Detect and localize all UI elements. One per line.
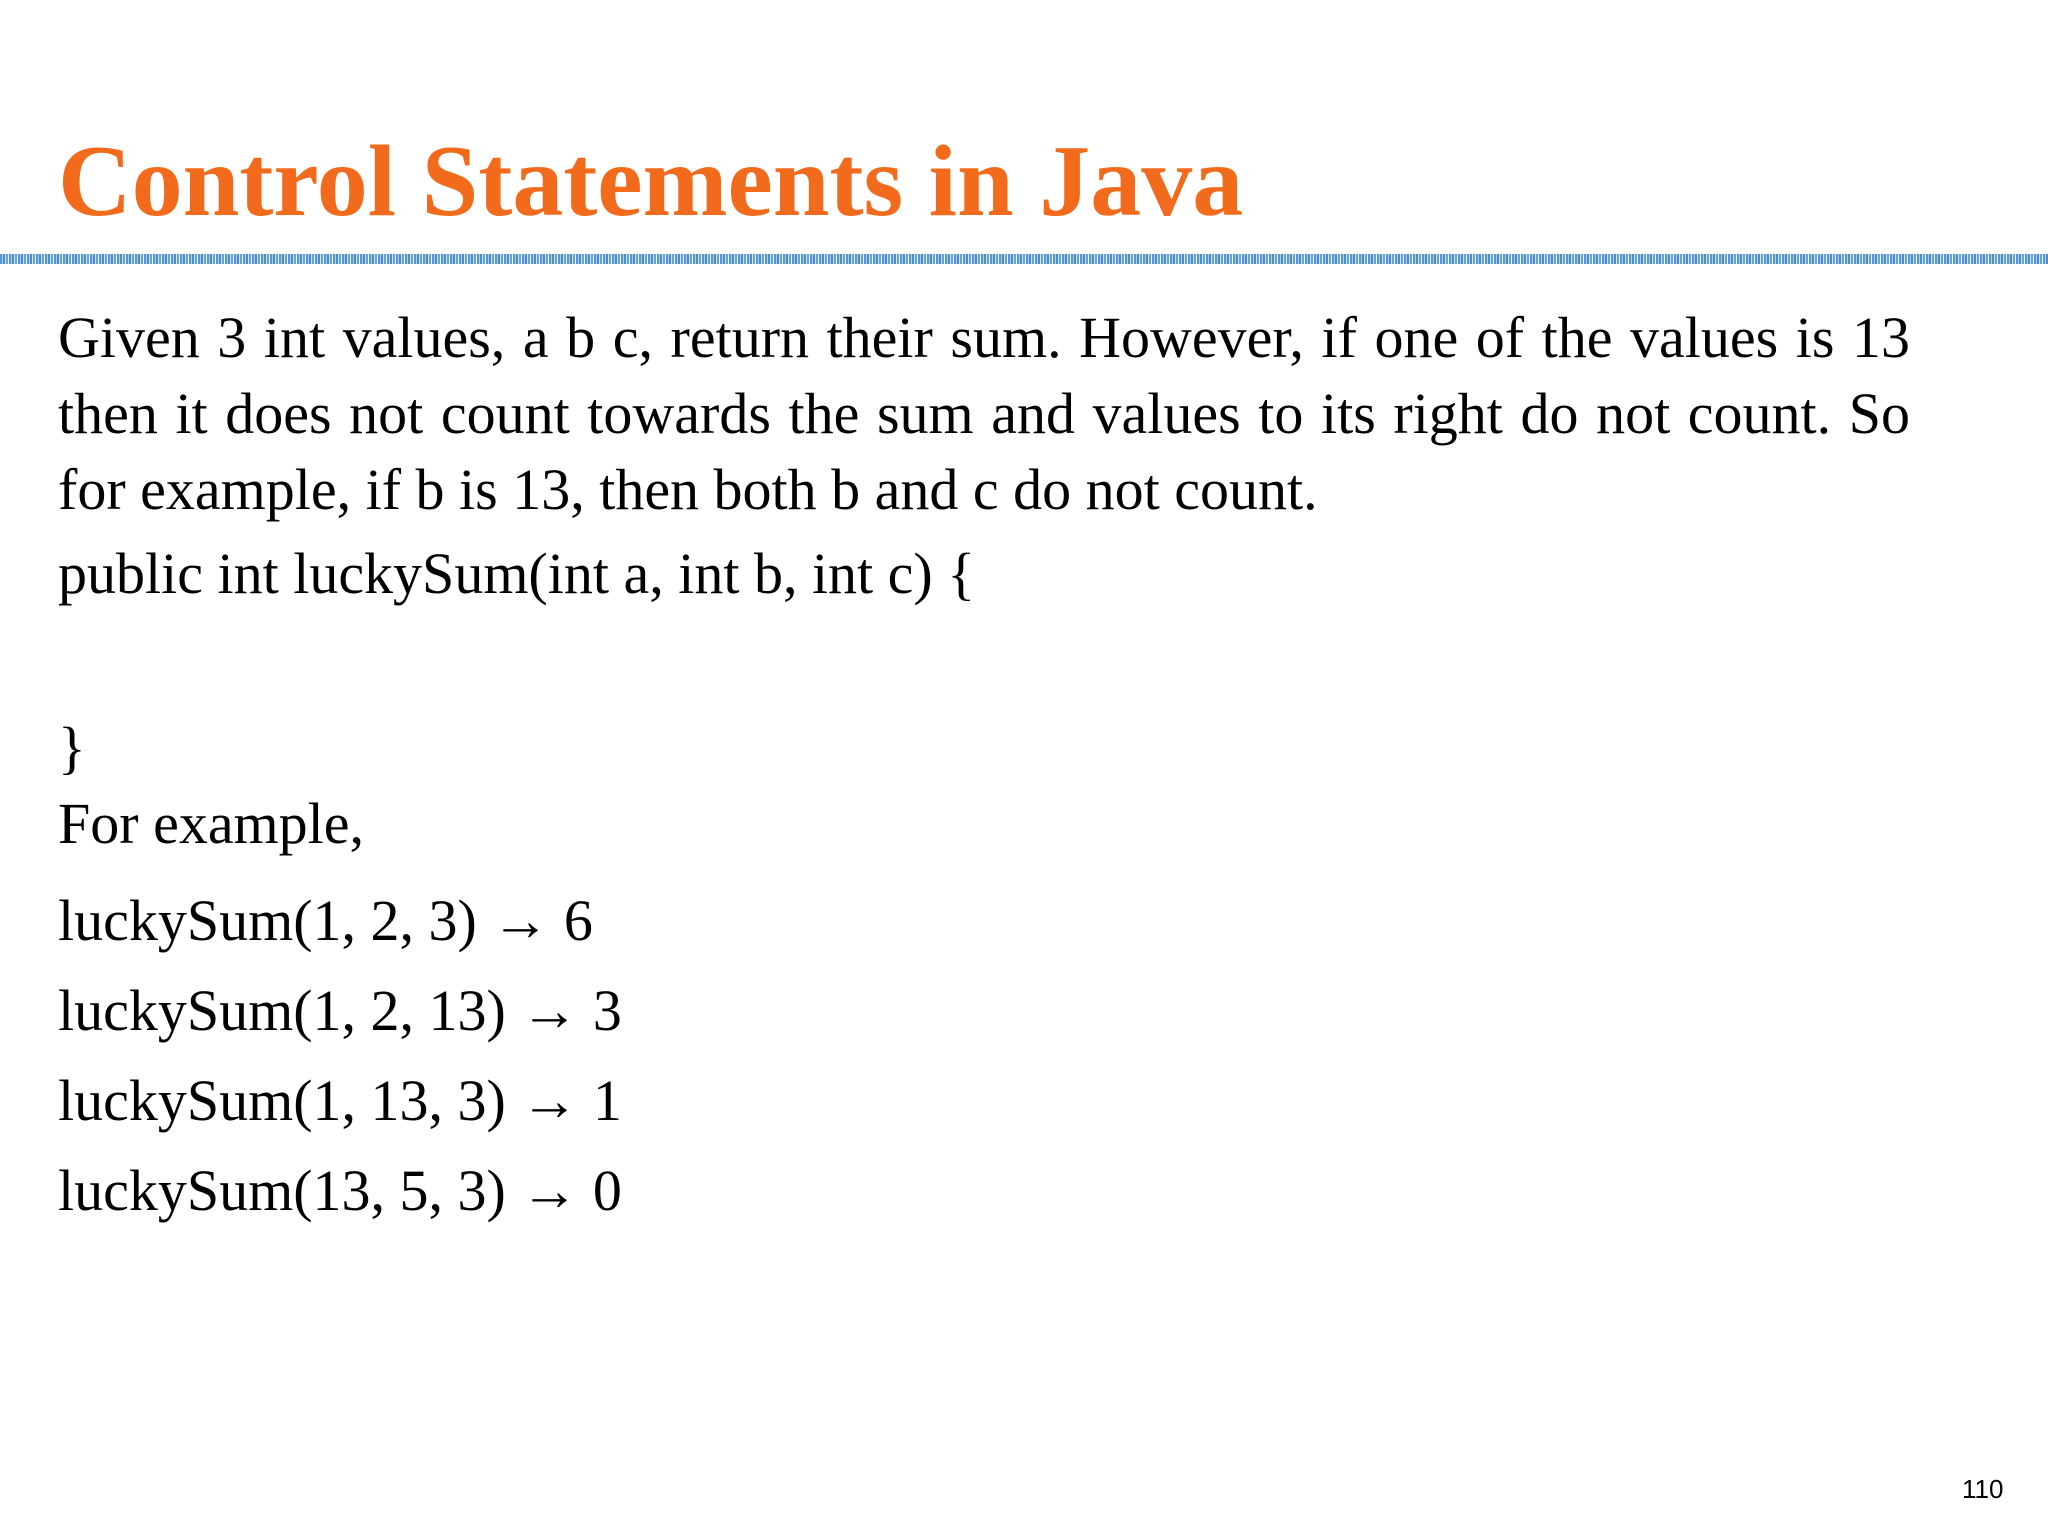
example-intro: For example, xyxy=(58,791,365,856)
example-item: luckySum(13, 5, 3) → 0 xyxy=(58,1158,622,1223)
code-close-brace: } xyxy=(58,715,86,780)
example-item: luckySum(1, 2, 3) → 6 xyxy=(58,888,593,953)
slide-title: Control Statements in Java xyxy=(58,125,1244,238)
slide-body xyxy=(58,300,1998,1236)
example-item: luckySum(1, 13, 3) → 1 xyxy=(58,1068,622,1133)
page-number: 110 xyxy=(1962,1474,2004,1504)
problem-description: Given 3 int values, a b c, return their sum. However, if one of the values is 13 then it does not count towards the sum and values to its right do not count. So for example, if b is 13, then both b and c do not count. xyxy=(58,305,1910,522)
example-item: luckySum(1, 2, 13) → 3 xyxy=(58,978,622,1043)
title-divider xyxy=(0,254,2048,264)
code-signature: public int luckySum(int a, int b, int c) { xyxy=(58,541,976,606)
example-list xyxy=(58,876,1998,1236)
